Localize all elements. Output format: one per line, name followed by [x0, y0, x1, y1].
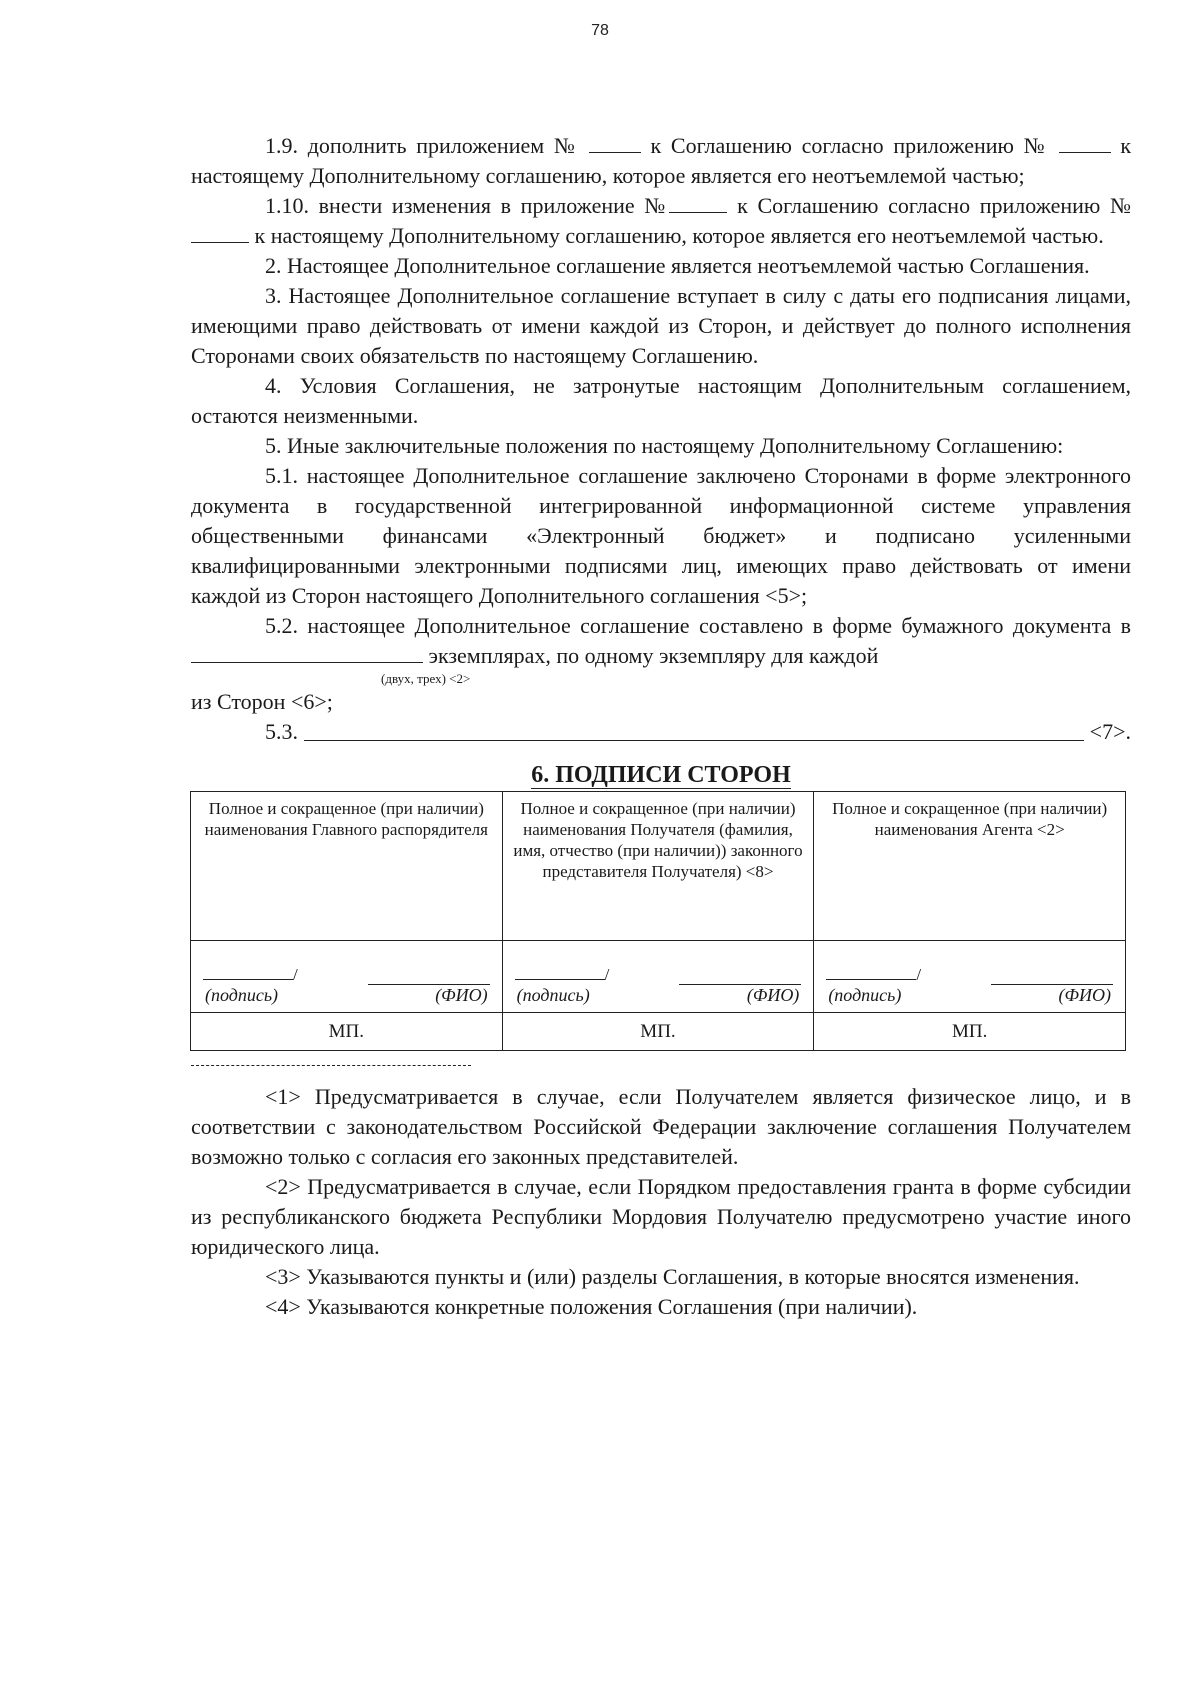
item-5-3-label: 5.3. [265, 719, 298, 744]
table-row [191, 792, 1126, 941]
section-title [191, 761, 1131, 789]
footnote-4: <4> Указываются конкретные положения Соглашения (при наличии). [265, 1294, 918, 1319]
signature-line [826, 961, 916, 980]
signature-captions [199, 985, 494, 1006]
fio-caption: (ФИО) [746, 985, 800, 1005]
item-5: 5. Иные заключительные положения по настоящему Дополнительному Соглашению: [265, 433, 1064, 458]
signature-line [203, 961, 293, 980]
slash: / [293, 965, 298, 984]
item-5-3 [191, 717, 1131, 747]
stamp-cell: МП. [814, 1013, 1126, 1051]
blank-field [669, 192, 727, 213]
copies-blank-field [191, 642, 423, 663]
blank-field [1059, 132, 1111, 153]
column-recipient: Полное и сокращенное (при наличии) наименования Получателя (фамилия, имя, отчество (при наличии)) законного представителя Получателя) <8> [502, 792, 814, 941]
footnote-1: <1> Предусматривается в случае, если Получателем является физическое лицо, и в соответствии с законодательством Российской Федерации заключение соглашения Получателем возможно только с согласия его законных представителей. [191, 1084, 1131, 1169]
slash: / [604, 965, 610, 984]
table-row [191, 941, 1126, 1013]
fio-caption: (ФИО) [1058, 985, 1111, 1005]
signature-caption: (подпись) [516, 985, 590, 1005]
item-1-10-text-c: к настоящему Дополнительному соглашению, которое является его неотъемлемой частью. [254, 223, 1104, 248]
item-1-9-text-c: к настоящему Дополнительному соглашению, которое является его неотъемлемой частью; [191, 133, 1132, 188]
footnote-3: <3> Указываются пункты и (или) разделы Соглашения, в которые вносятся изменения. [265, 1264, 1080, 1289]
fio-line [368, 966, 490, 985]
item-1-10-text-a: 1.10. внести изменения в приложение № [265, 193, 670, 218]
item-1-9-text-a: 1.9. дополнить приложением № [265, 133, 580, 158]
section-title-text: 6. ПОДПИСИ СТОРОН [531, 762, 791, 788]
column-agent: Полное и сокращенное (при наличии) наименования Агента <2> [814, 792, 1126, 941]
item-5-2-tail: из Сторон <6>; [191, 689, 333, 714]
signature-lines [199, 947, 494, 985]
item-5-3-ref: <7>. [1089, 719, 1131, 744]
signatures-table [190, 791, 1126, 1051]
stamp-cell: МП. [502, 1013, 814, 1051]
signature-captions [511, 985, 806, 1006]
fio-line [679, 966, 801, 985]
item-5-2-text-a: 5.2. настоящее Дополнительное соглашение составлено в форме бумажного документа в [265, 613, 1131, 638]
fio-line [991, 966, 1113, 985]
signature-caption: (подпись) [205, 985, 279, 1005]
signature-caption: (подпись) [828, 985, 902, 1005]
signature-cell [191, 941, 503, 1013]
column-chief-administrator: Полное и сокращенное (при наличии) наименования Главного распорядителя [191, 792, 503, 941]
slash: / [916, 965, 922, 984]
table-row [191, 1013, 1126, 1051]
signature-lines [511, 947, 806, 985]
page-number: 78 [591, 22, 609, 39]
stamp-cell: МП. [191, 1013, 503, 1051]
footnote-separator [191, 1065, 471, 1066]
item-3: 3. Настоящее Дополнительное соглашение вступает в силу с даты его подписания лицами, имеющими право действовать от имени каждой из Сторон, и действует до полного исполнения Сторонами своих обязательств по настоящему Соглашению. [191, 283, 1131, 368]
signature-lines [822, 947, 1117, 985]
footnote-2: <2> Предусматривается в случае, если Порядком предоставления гранта в форме субсидии из республиканского бюджета Республики Мордовия Получателю предусмотрено участие иного юридического лица. [191, 1174, 1131, 1259]
item-2: 2. Настоящее Дополнительное соглашение является неотъемлемой частью Соглашения. [265, 253, 1090, 278]
blank-field [304, 740, 1084, 741]
document-body [191, 131, 1131, 1322]
item-1-10 [191, 191, 1131, 251]
item-5-1: 5.1. настоящее Дополнительное соглашение заключено Сторонами в форме электронного документа в государственной интегрированной информационной системе управления общественными финансами «Электронный бюджет» и подписано усиленными квалифицированными электронными подписями лиц, имеющих право действовать от имени каждой из Сторон настоящего Дополнительного соглашения <5>; [191, 463, 1131, 608]
item-1-10-text-b: к Соглашению согласно приложению № [737, 193, 1132, 218]
signature-line [515, 961, 605, 980]
signature-captions [822, 985, 1117, 1006]
copies-note: (двух, трех) <2> [381, 671, 471, 686]
blank-field [589, 132, 641, 153]
signature-cell [814, 941, 1126, 1013]
item-5-2-text-b: экземплярах, по одному экземпляру для каждой [428, 643, 879, 668]
item-5-2 [191, 611, 1131, 671]
blank-field [191, 222, 249, 243]
item-1-9-text-b: к Соглашению согласно приложению № [650, 133, 1049, 158]
item-1-9 [191, 131, 1131, 191]
fio-caption: (ФИО) [435, 985, 488, 1005]
signature-cell [502, 941, 814, 1013]
item-4: 4. Условия Соглашения, не затронутые настоящим Дополнительным соглашением, остаются неизменными. [191, 373, 1131, 428]
